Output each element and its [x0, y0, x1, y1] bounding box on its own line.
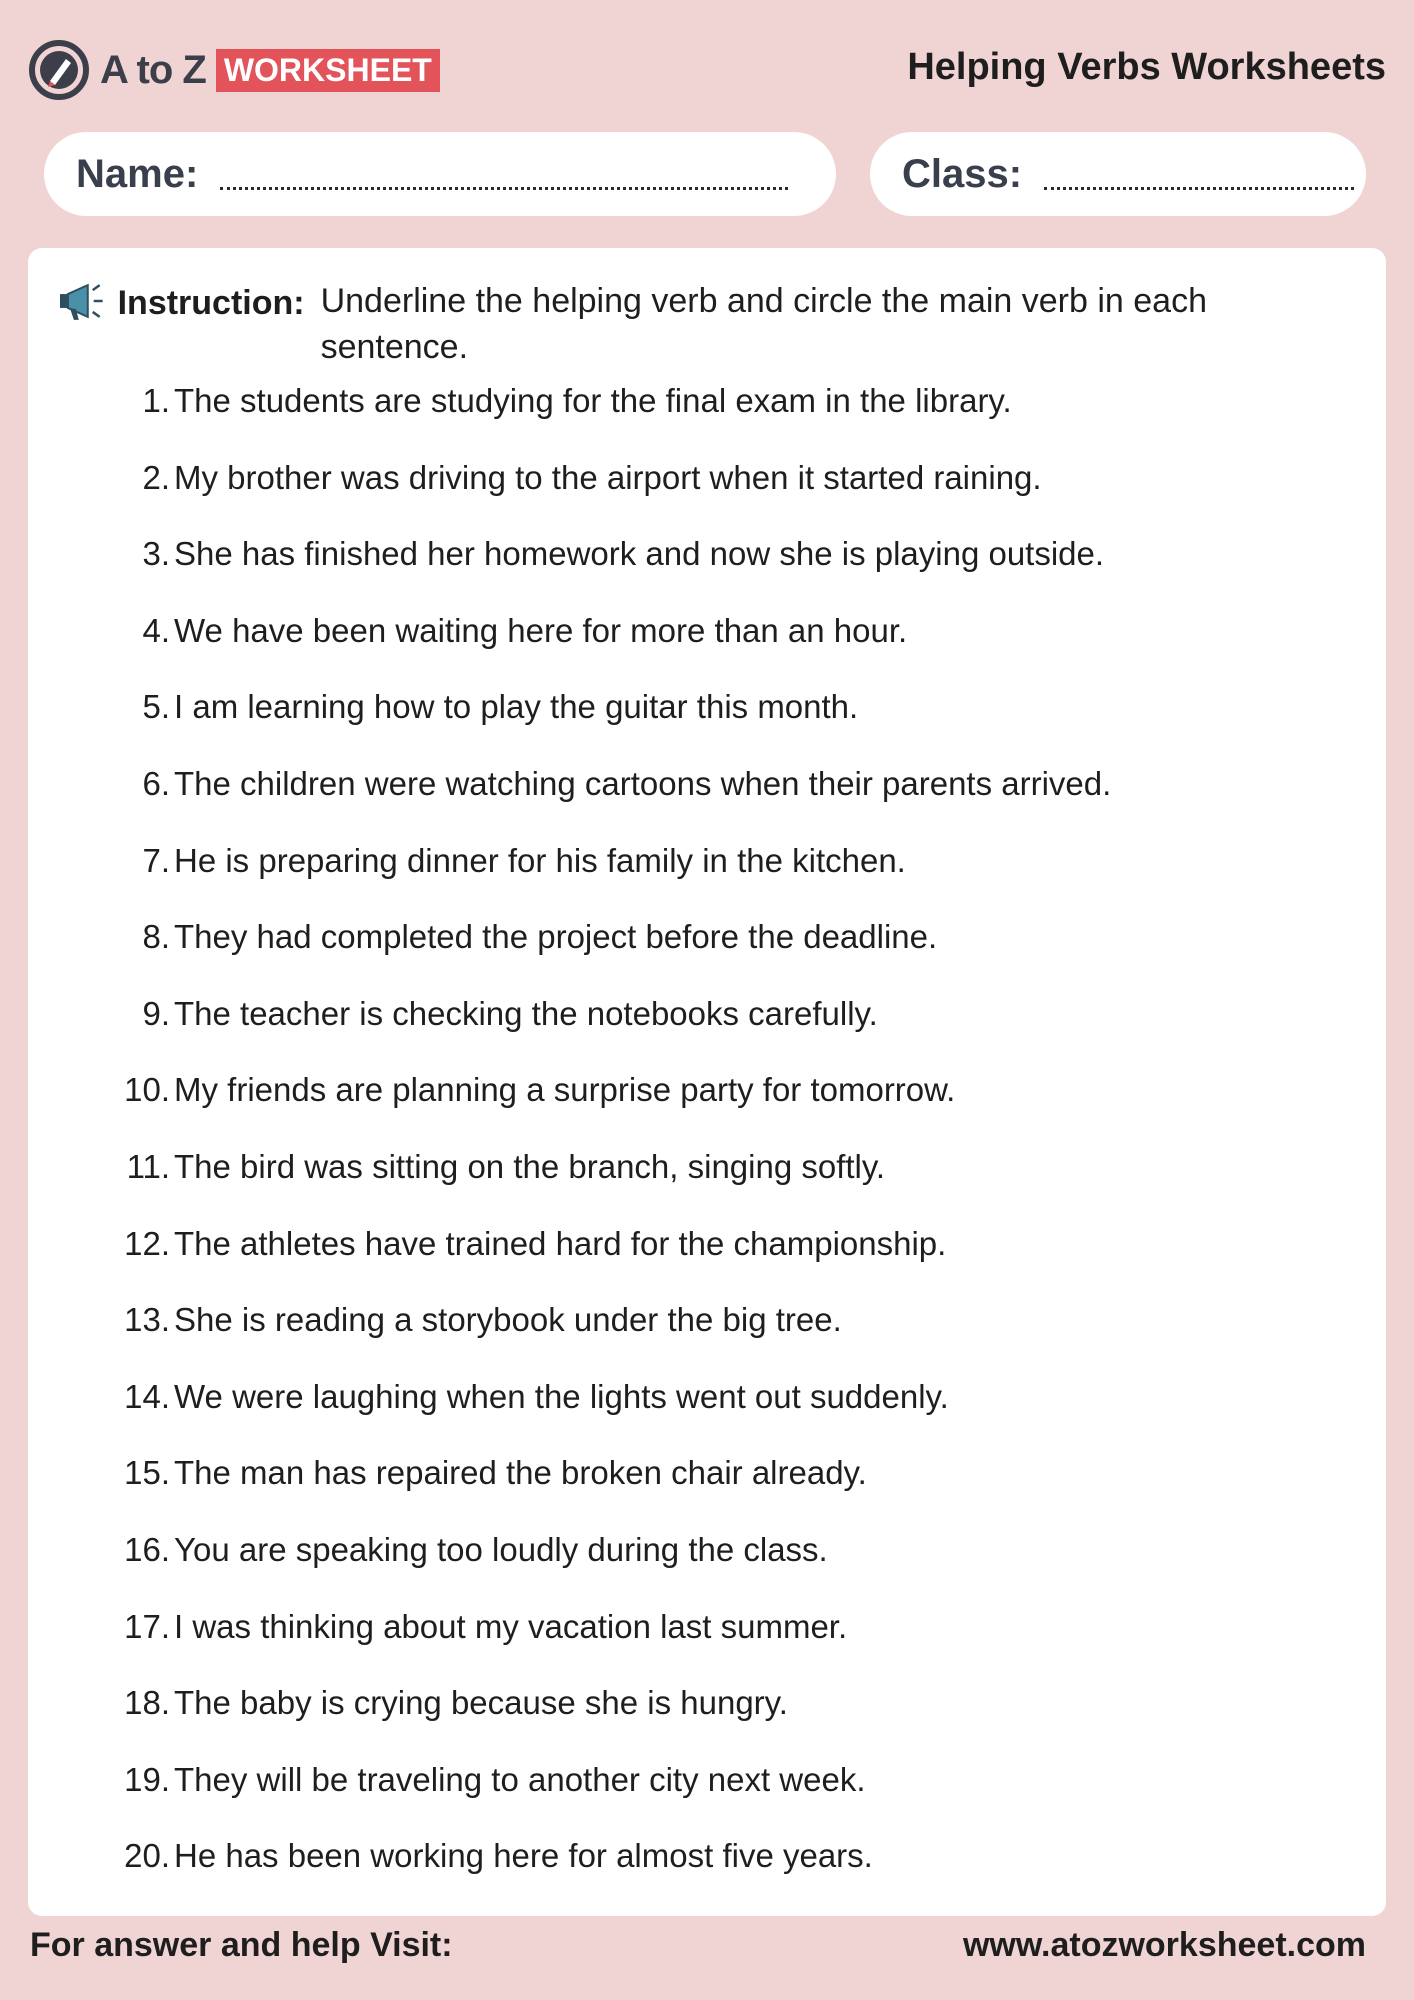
question-sentence[interactable]: He has been working here for almost five years. — [174, 1837, 873, 1875]
question-number: 6. — [142, 764, 170, 802]
question-item — [28, 1837, 1386, 1914]
question-list — [28, 382, 1386, 1914]
instruction-label: Instruction: — [117, 284, 305, 322]
question-sentence[interactable]: The baby is crying because she is hungry. — [174, 1684, 788, 1722]
question-number: 3. — [142, 535, 170, 573]
header — [0, 0, 1414, 130]
question-sentence[interactable]: We were laughing when the lights went out suddenly. — [174, 1377, 949, 1415]
question-number: 8. — [142, 918, 170, 956]
question-sentence[interactable]: He is preparing dinner for his family in the kitchen. — [174, 841, 906, 879]
footer-website-link[interactable]: www.atozworksheet.com — [962, 1926, 1366, 1964]
question-sentence[interactable]: The bird was sitting on the branch, singing softly. — [174, 1147, 886, 1185]
question-item — [28, 382, 1386, 459]
class-field[interactable] — [870, 132, 1366, 216]
question-sentence[interactable]: They will be traveling to another city next week. — [174, 1760, 866, 1798]
question-sentence[interactable]: We have been waiting here for more than an hour. — [174, 611, 908, 649]
question-item — [28, 535, 1386, 612]
question-sentence[interactable]: My friends are planning a surprise party for tomorrow. — [174, 1071, 956, 1109]
question-item — [28, 1225, 1386, 1302]
question-item — [28, 1761, 1386, 1838]
question-sentence[interactable]: My brother was driving to the airport when it started raining. — [174, 458, 1042, 496]
question-number: 17. — [124, 1607, 170, 1645]
name-label: Name: — [76, 151, 199, 196]
question-number: 18. — [124, 1684, 170, 1722]
question-sentence[interactable]: She has finished her homework and now she is playing outside. — [174, 535, 1105, 573]
question-number: 5. — [142, 688, 170, 726]
footer-help-text: For answer and help Visit: — [30, 1926, 453, 1964]
question-item — [28, 1454, 1386, 1531]
question-sentence[interactable]: The students are studying for the final exam in the library. — [174, 382, 1012, 419]
pencil-logo-icon — [28, 39, 90, 101]
class-label: Class: — [902, 151, 1023, 196]
question-item — [28, 1531, 1386, 1608]
question-item — [28, 1684, 1386, 1761]
question-sentence[interactable]: I was thinking about my vacation last summer. — [174, 1607, 848, 1645]
question-number: 4. — [142, 611, 170, 649]
megaphone-icon — [56, 280, 108, 326]
brand-logo[interactable] — [28, 38, 440, 102]
document-title: Helping Verbs Worksheets — [907, 46, 1386, 88]
question-sentence[interactable]: The athletes have trained hard for the championship. — [174, 1224, 947, 1262]
question-number: 20. — [124, 1837, 170, 1875]
question-sentence[interactable]: She is reading a storybook under the big tree. — [174, 1301, 842, 1339]
question-number: 13. — [124, 1301, 170, 1339]
question-item — [28, 765, 1386, 842]
question-sentence[interactable]: The man has repaired the broken chair already. — [174, 1454, 867, 1492]
question-number: 12. — [124, 1224, 170, 1262]
question-item — [28, 1148, 1386, 1225]
question-number: 1. — [142, 382, 170, 419]
question-number: 7. — [142, 841, 170, 879]
question-item — [28, 612, 1386, 689]
question-sentence[interactable]: They had completed the project before the deadline. — [174, 918, 938, 956]
question-item — [28, 1608, 1386, 1685]
question-item — [28, 459, 1386, 536]
name-field[interactable] — [44, 132, 836, 216]
question-number: 11. — [126, 1147, 170, 1185]
question-number: 14. — [124, 1377, 170, 1415]
question-item — [28, 842, 1386, 919]
logo-text: A to Z — [100, 47, 206, 92]
question-number: 9. — [142, 994, 170, 1032]
question-number: 15. — [124, 1454, 170, 1492]
question-sentence[interactable]: The teacher is checking the notebooks carefully. — [174, 994, 878, 1032]
question-sentence[interactable]: I am learning how to play the guitar this month. — [174, 688, 859, 726]
question-item — [28, 1071, 1386, 1148]
question-number: 19. — [124, 1760, 170, 1798]
name-blank-line[interactable] — [220, 187, 788, 190]
instruction — [56, 284, 1356, 370]
class-blank-line[interactable] — [1044, 187, 1354, 190]
question-sentence[interactable]: The children were watching cartoons when their parents arrived. — [174, 764, 1112, 802]
question-item — [28, 1378, 1386, 1455]
question-number: 10. — [124, 1071, 170, 1109]
question-item — [28, 918, 1386, 995]
question-number: 16. — [124, 1530, 170, 1568]
instruction-text: Underline the helping verb and circle the main verb in each sentence. — [320, 282, 1208, 366]
worksheet-card — [28, 248, 1386, 1916]
logo-badge: WORKSHEET — [216, 49, 440, 92]
question-number: 2. — [142, 458, 170, 496]
question-item — [28, 688, 1386, 765]
question-sentence[interactable]: You are speaking too loudly during the class. — [174, 1530, 828, 1568]
question-item — [28, 995, 1386, 1072]
question-item — [28, 1301, 1386, 1378]
